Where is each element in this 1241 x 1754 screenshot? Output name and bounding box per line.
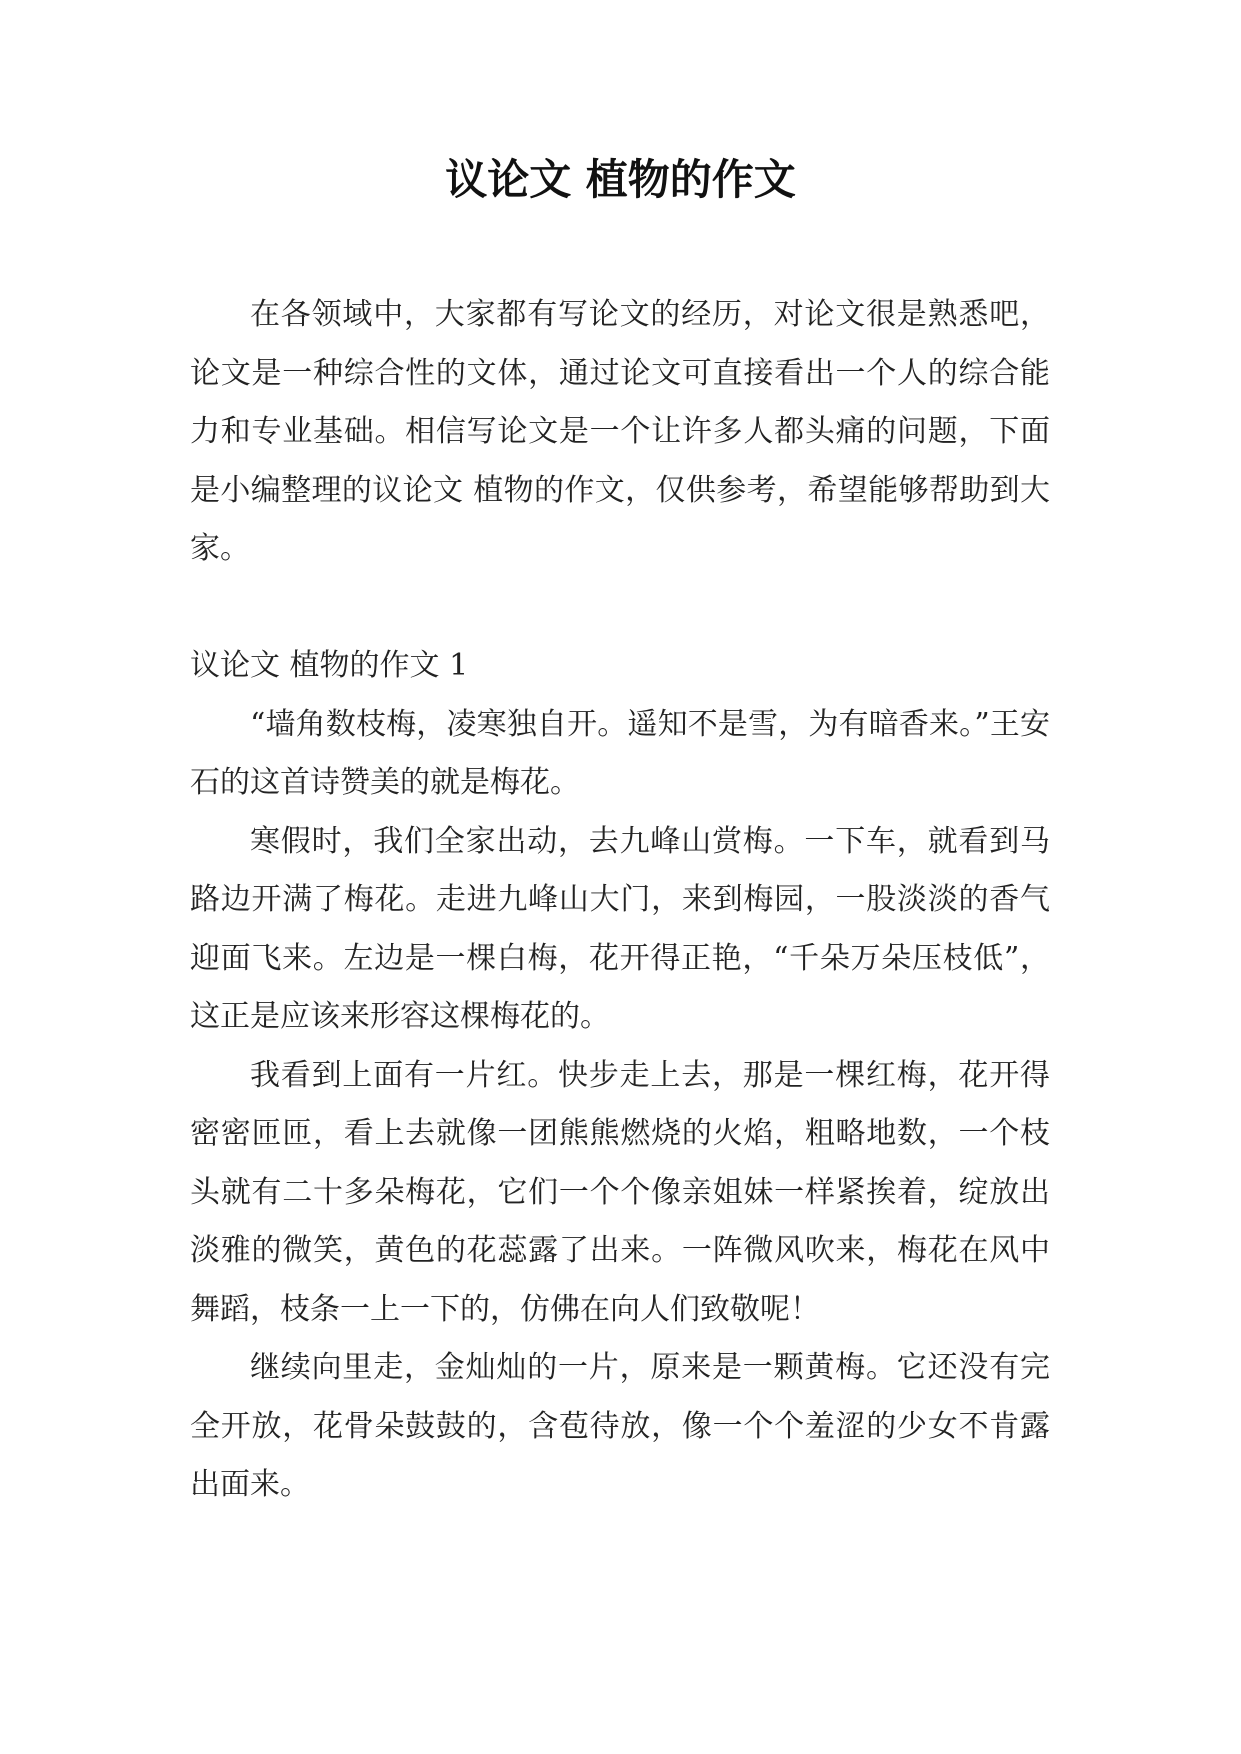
document-body	[190, 286, 1050, 1515]
body-paragraph-4: 继续向里走，金灿灿的一片，原来是一颗黄梅。它还没有完全开放，花骨朵鼓鼓的，含苞待放，像一个个羞涩的少女不肯露出面来。	[190, 1350, 1050, 1502]
document-title: 议论文 植物的作文	[445, 155, 796, 204]
section-title: 议论文 植物的作文 1	[190, 648, 469, 683]
body-paragraph-1: “墙角数枝梅，凌寒独自开。遥知不是雪，为有暗香来。”王安石的这首诗赞美的就是梅花。	[190, 706, 1050, 800]
intro-paragraph: 在各领域中，大家都有写论文的经历，对论文很是熟悉吧，论文是一种综合性的文体，通过论文可直接看出一个人的综合能力和专业基础。相信写论文是一个让许多人都头痛的问题，下面是小编整理的议论文 植物的作文，仅供参考，希望能够帮助到大家。	[190, 297, 1050, 566]
body-paragraph-3: 我看到上面有一片红。快步走上去，那是一棵红梅，花开得密密匝匝，看上去就像一团熊熊燃烧的火焰，粗略地数，一个枝头就有二十多朵梅花，它们一个个像亲姐妹一样紧挨着，绽放出淡雅的微笑，黄色的花蕊露了出来。一阵微风吹来，梅花在风中舞蹈，枝条一上一下的，仿佛在向人们致敬呢！	[190, 1057, 1050, 1327]
body-paragraph-2: 寒假时，我们全家出动，去九峰山赏梅。一下车，就看到马路边开满了梅花。走进九峰山大门，来到梅园，一股淡淡的香气迎面飞来。左边是一棵白梅，花开得正艳，“千朵万朵压枝低”，这正是应该来形容这棵梅花的。	[190, 823, 1050, 1034]
paragraph-gap	[190, 579, 1050, 638]
